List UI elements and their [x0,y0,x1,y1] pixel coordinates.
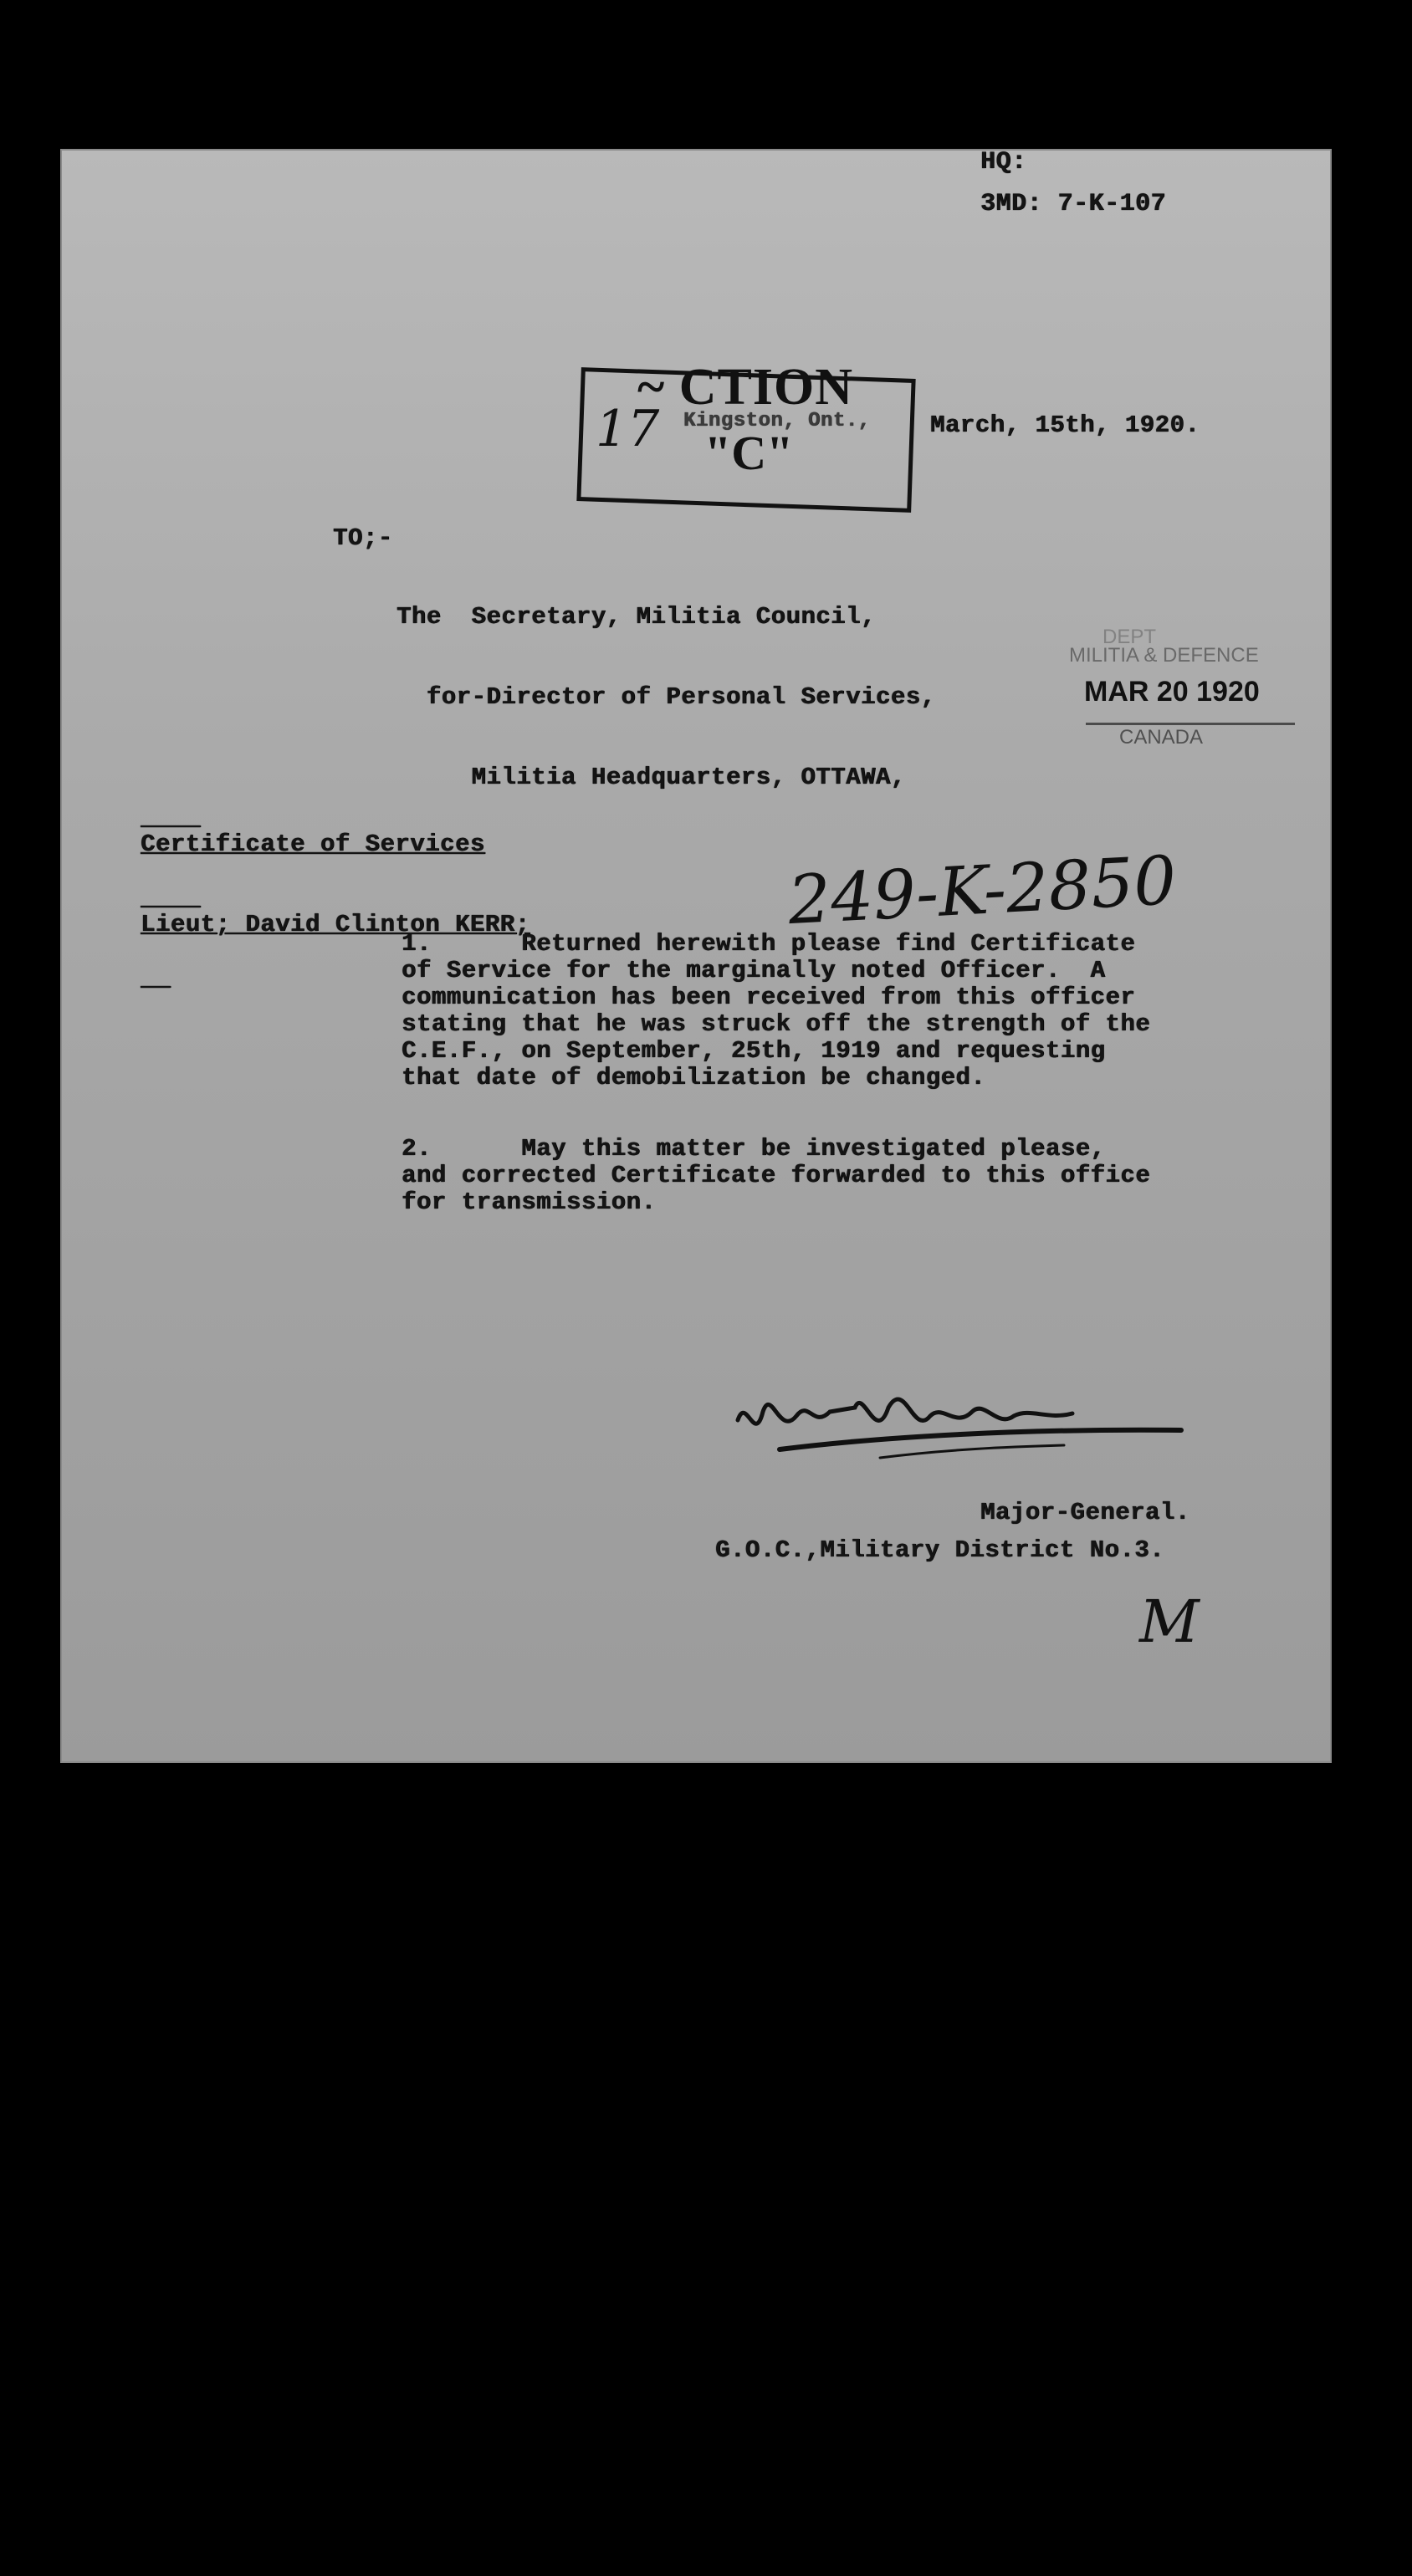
body-paragraph-2: 2. May this matter be investigated please, and corrected Certificate forwarded to this office for transmission. [402,1135,1151,1216]
reference-line-1: HQ: [980,148,1027,176]
action-stamp-letter: "C" [704,426,794,480]
received-stamp-country: CANADA [1119,726,1204,749]
body-paragraph-1: 1. Returned herewith please find Certificate of Service for the marginally noted Officer. A communication has been received from this officer stating that he was struck off the strength of the C.E.F., on September, 25th, 1919 and requesting that date of demobilization be changed. [402,930,1151,1091]
action-stamp-label: ~ CTION [637,359,853,416]
stamp-handwritten-initials: 17 [596,400,660,458]
subject-officer: Lieut; David Clinton KERR; [141,911,530,938]
handwritten-file-number: 249-K-2850 [785,841,1179,940]
addressee-line: The Secretary, Militia Council, [396,603,876,631]
received-stamp-rule [1086,723,1295,725]
signatory-title: G.O.C.,Military District No.3. [715,1536,1165,1564]
received-stamp-date: MAR 20 1920 [1084,676,1260,708]
addressee-label: TO;- [333,524,393,552]
letter-place: Kingston, Ont., [683,410,871,432]
reference-file-number: 3MD: 7-K-107 [980,190,1167,218]
document-page [60,149,1332,1763]
signatory-rank: Major-General. [980,1499,1190,1526]
addressee-line: Militia Headquarters, OTTAWA, [396,764,906,791]
margin-handwritten-initials: M [1139,1587,1200,1656]
addressee-line: for-Director of Personal Services, [396,683,936,711]
letter-date: March, 15th, 1920. [930,411,1200,439]
received-stamp-department: MILITIA & DEFENCE [1069,644,1259,667]
signature-scribble [729,1370,1198,1479]
received-stamp-dept: DEPT [1102,626,1157,648]
received-date-stamp [1052,626,1312,768]
subject-title: Certificate of Services [141,831,485,858]
